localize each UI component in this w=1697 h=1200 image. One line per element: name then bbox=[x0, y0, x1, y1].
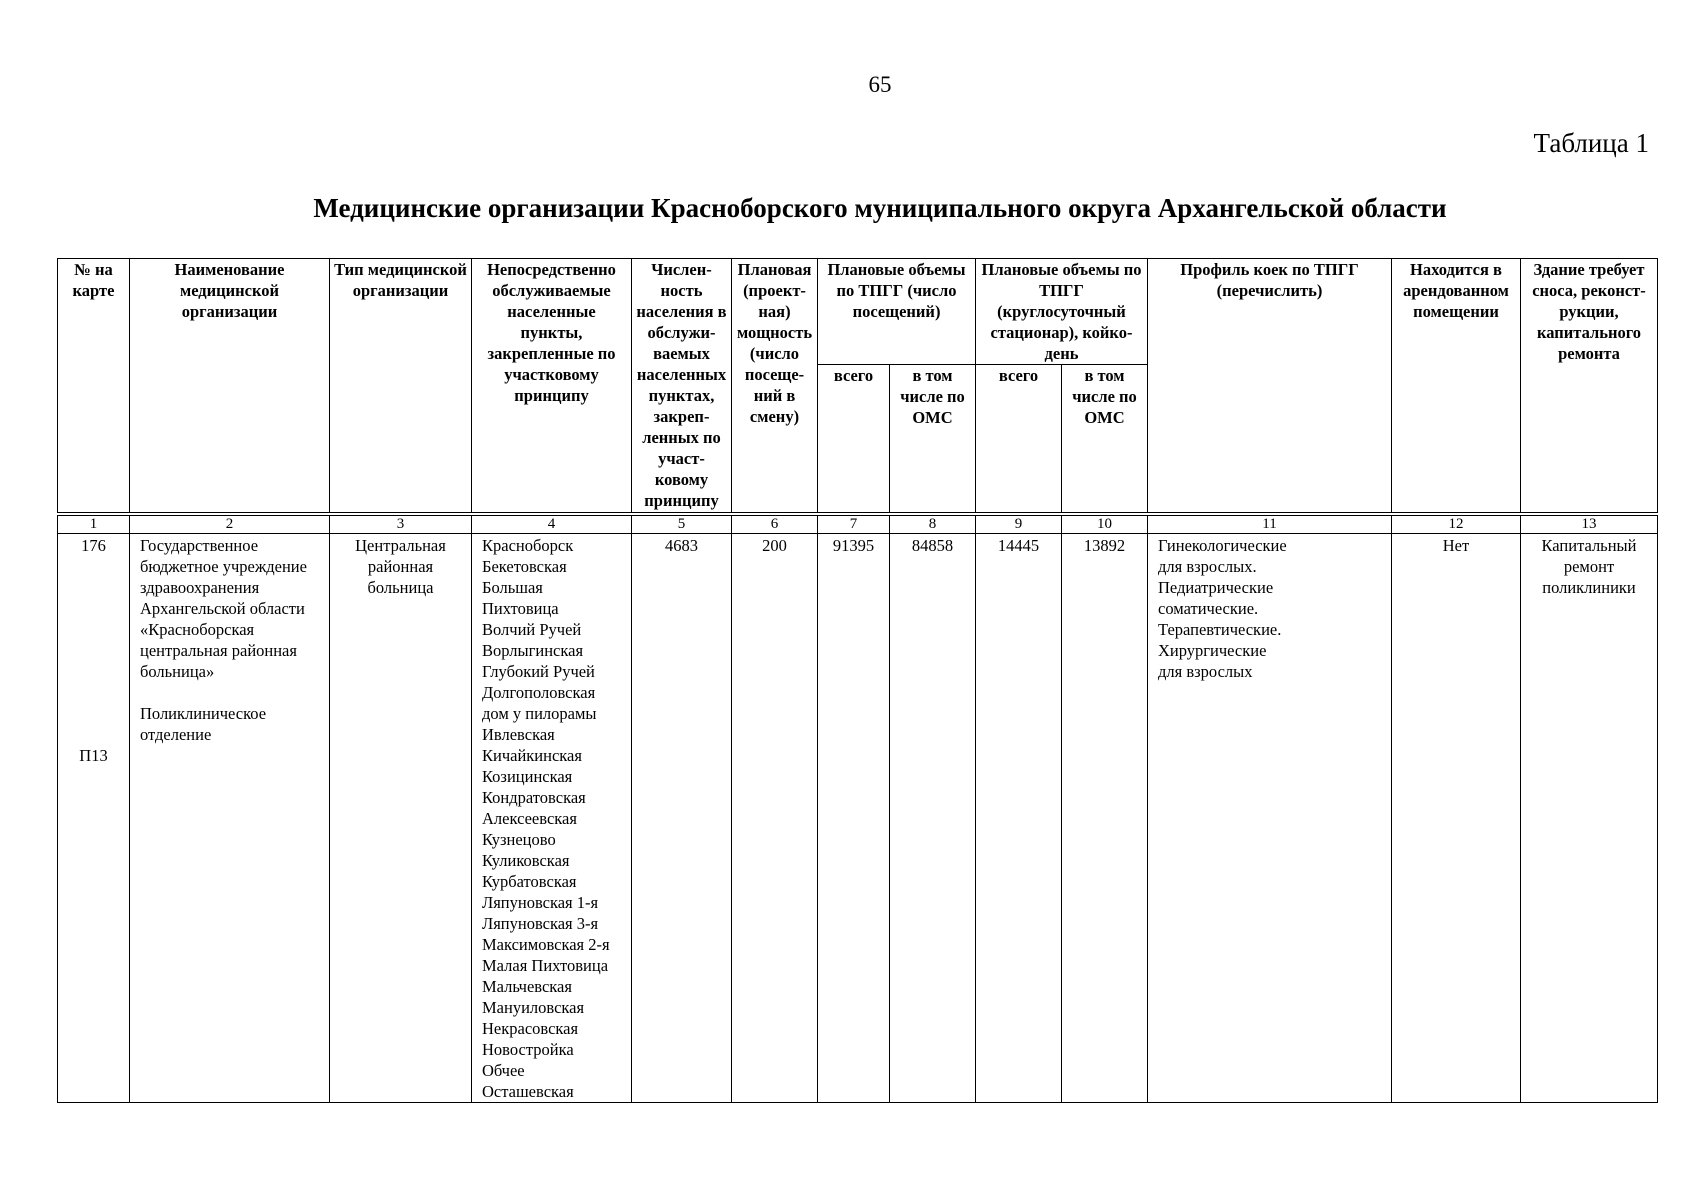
settlement-item: Пихтовица bbox=[482, 598, 559, 618]
column-number: 8 bbox=[890, 514, 976, 534]
settlement-item: Волчий Ручей bbox=[482, 619, 582, 639]
settlement-item: Некрасовская bbox=[482, 1018, 579, 1038]
map-number: 176 bbox=[81, 535, 106, 555]
header-rented: Находится в арендованном помещении bbox=[1392, 259, 1521, 514]
rented-value: Нет bbox=[1392, 533, 1521, 1102]
settlement-item: Ивлевская bbox=[482, 724, 555, 744]
table-label: Таблица 1 bbox=[1533, 128, 1649, 158]
column-number: 2 bbox=[130, 514, 330, 534]
settlement-item: Обчее bbox=[482, 1060, 525, 1080]
column-number: 6 bbox=[732, 514, 818, 534]
settlement-item: Козицинская bbox=[482, 766, 573, 786]
bed-profile-item: соматические. bbox=[1158, 598, 1259, 618]
header-visits-group: Плановые объемы по ТПГГ (число посещений) bbox=[818, 259, 976, 365]
header-visits-total: всего bbox=[818, 365, 890, 514]
column-number: 1 bbox=[58, 514, 130, 534]
column-number: 12 bbox=[1392, 514, 1521, 534]
settlement-item: Большая bbox=[482, 577, 543, 597]
document-title: Медицинские организации Красноборского муниципального округа Архангельской области bbox=[313, 193, 1447, 223]
column-number: 4 bbox=[472, 514, 632, 534]
column-number-row bbox=[58, 514, 1658, 534]
org-subdivision: Поликлиническое отделение bbox=[140, 703, 267, 744]
settlement-item: Новостройка bbox=[482, 1039, 574, 1059]
header-org-type: Тип медицинской организации bbox=[330, 259, 472, 514]
settlement-item: Бекетовская bbox=[482, 556, 567, 576]
column-number: 13 bbox=[1521, 514, 1658, 534]
header-visits-oms: в том числе по ОМС bbox=[890, 365, 976, 514]
header-building: Здание требует сноса, реконст-рукции, капитального ремонта bbox=[1521, 259, 1658, 514]
page-number: 65 bbox=[868, 72, 892, 97]
org-type: Центральная районная больница bbox=[330, 533, 472, 1102]
header-beddays-group: Плановые объемы по ТПГГ (круглосуточный стационар), койко-день bbox=[976, 259, 1148, 365]
bed-profile-item: Гинекологические bbox=[1158, 535, 1287, 555]
settlement-item: Ворлыгинская bbox=[482, 640, 584, 660]
settlement-item: Алексеевская bbox=[482, 808, 577, 828]
bed-profile-item: Хирургические bbox=[1158, 640, 1267, 660]
header-bed-profiles: Профиль коек по ТПГГ (перечислить) bbox=[1148, 259, 1392, 514]
settlement-item: Глубокий Ручей bbox=[482, 661, 595, 681]
settlement-item: Мальчевская bbox=[482, 976, 572, 996]
settlement-item: Кичайкинская bbox=[482, 745, 582, 765]
column-number: 11 bbox=[1148, 514, 1392, 534]
bed-profile-item: Педиатрические bbox=[1158, 577, 1274, 597]
table-row bbox=[58, 533, 1658, 1102]
settlement-item: дом у пилорамы bbox=[482, 703, 597, 723]
header-beddays-total: всего bbox=[976, 365, 1062, 514]
building-value: Капитальный ремонт поликлиники bbox=[1521, 533, 1658, 1102]
header-capacity: Плановая (проект-ная) мощность (число посеще-ний в смену) bbox=[732, 259, 818, 514]
column-number: 3 bbox=[330, 514, 472, 534]
capacity-value: 200 bbox=[732, 533, 818, 1102]
bed-profile-item: для взрослых bbox=[1158, 661, 1253, 681]
map-number-cell bbox=[58, 533, 130, 1102]
map-number: П13 bbox=[79, 745, 108, 765]
bed-profiles-cell bbox=[1148, 533, 1392, 1102]
header-settlements: Непосредственно обслуживаемые населенные пункты, закрепленные по участковому принципу bbox=[472, 259, 632, 514]
bed-profile-item: для взрослых. bbox=[1158, 556, 1257, 576]
column-number: 5 bbox=[632, 514, 732, 534]
visits-total-value: 91395 bbox=[818, 533, 890, 1102]
visits-oms-value: 84858 bbox=[890, 533, 976, 1102]
settlement-item: Курбатовская bbox=[482, 871, 577, 891]
population-value: 4683 bbox=[632, 533, 732, 1102]
organizations-table bbox=[57, 258, 1658, 1103]
beddays-total-value: 14445 bbox=[976, 533, 1062, 1102]
header-map-number: № на карте bbox=[58, 259, 130, 514]
settlement-item: Красноборск bbox=[482, 535, 574, 555]
header-beddays-oms: в том числе по ОМС bbox=[1062, 365, 1148, 514]
header-population: Числен-ность населения в обслужи-ваемых населенных пунктах, закреп-ленных по участ-ковому принципу bbox=[632, 259, 732, 514]
beddays-oms-value: 13892 bbox=[1062, 533, 1148, 1102]
settlement-item: Малая Пихтовица bbox=[482, 955, 609, 975]
settlement-item: Кондратовская bbox=[482, 787, 586, 807]
column-number: 10 bbox=[1062, 514, 1148, 534]
column-number: 9 bbox=[976, 514, 1062, 534]
settlement-item: Ляпуновская 1-я bbox=[482, 892, 599, 912]
org-name: Государственное бюджетное учреждение здравоохранения Архангельской области «Красноборская центральная районная больница» bbox=[140, 535, 307, 681]
settlement-item: Ляпуновская 3-я bbox=[482, 913, 599, 933]
settlement-item: Куликовская bbox=[482, 850, 570, 870]
org-name-cell bbox=[130, 533, 330, 1102]
settlement-item: Максимовская 2-я bbox=[482, 934, 610, 954]
bed-profile-item: Терапевтические. bbox=[1158, 619, 1282, 639]
column-number: 7 bbox=[818, 514, 890, 534]
header-org-name: Наименование медицинской организации bbox=[130, 259, 330, 514]
settlement-item: Кузнецово bbox=[482, 829, 556, 849]
settlement-item: Осташевская bbox=[482, 1081, 574, 1101]
settlement-item: Мануиловская bbox=[482, 997, 585, 1017]
settlement-item: Долгополовская bbox=[482, 682, 596, 702]
settlements-cell bbox=[472, 533, 632, 1102]
